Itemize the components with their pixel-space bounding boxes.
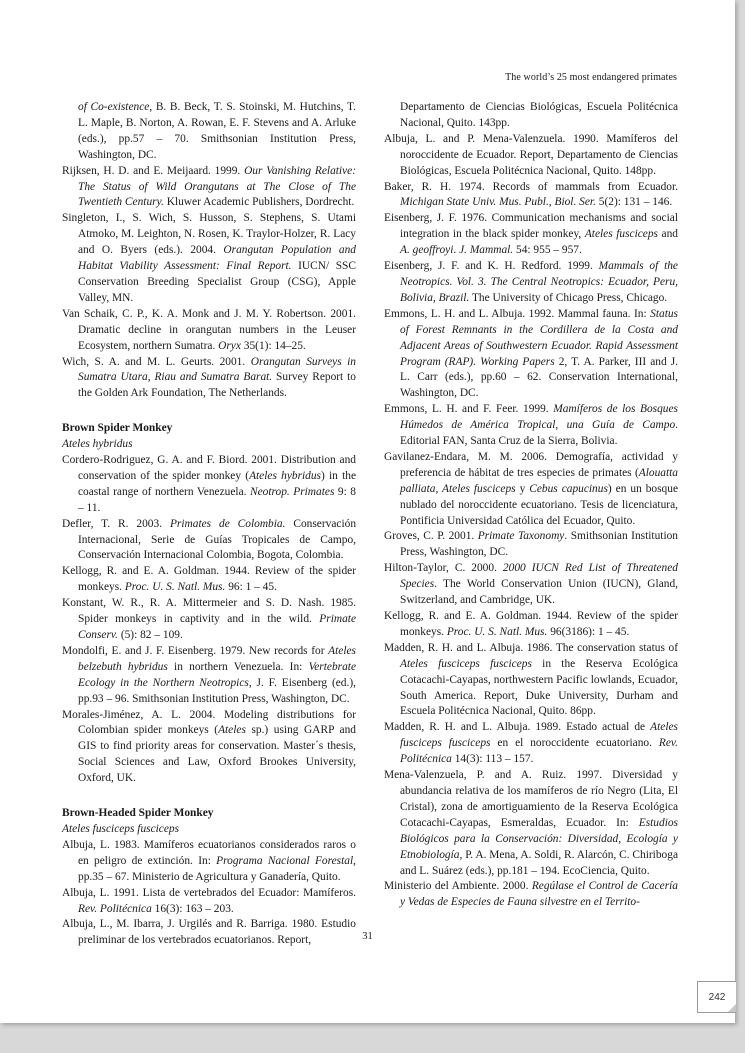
text-run: The University of Chicago Press, Chicago. (469, 291, 668, 304)
italic-text: Ateles hybridus (249, 469, 321, 482)
text-run: 54: 955 – 957. (513, 244, 582, 257)
reference-entry (62, 100, 356, 164)
reference-entry (384, 609, 678, 641)
italic-text: Proc. U. S. Natl. Mus. (446, 625, 548, 638)
text-run: Rijksen, H. D. and E. Meijaard. 1999. (62, 164, 245, 177)
text-run: 96(3186): 1 – 45. (547, 625, 630, 638)
text-run: sp.) using GARP and GIS to find priority areas for conservation. Master´s thesis, Social Sciences and Law, Oxford Brookes University, Oxford, UK. (78, 724, 356, 785)
text-run: Albuja, L. and P. Mena-Valenzuela. 1990. Mamíferos del noroccidente de Ecuador. Report, Departamento de Ciencias Biológicas, Escuela Politécnica Nacional, Quito. 148pp. (384, 132, 678, 177)
italic-text: Cebus capucinus (529, 482, 608, 495)
italic-text: Rev. Politécnica (78, 902, 152, 915)
text-run: Mena-Valenzuela, P. and A. Ruiz. 1997. Diversidad y abundancia relativa de los mamíferos de río Negro (Lita, El Cristal), zona de amortiguamiento de la Reserva Ecológica Cotacachi-Cayapas, Esmeraldas, Ecuador. In: (384, 769, 678, 829)
text-run: Madden, R. H. and L. Albuja. 1986. The conservation status of (384, 641, 678, 654)
text-run: y (515, 482, 530, 495)
section-title: Brown-Headed Spider Monkey (62, 807, 214, 820)
text-run: Eisenberg, J. F. and K. H. Redford. 1999. (384, 260, 599, 273)
text-run: Singleton, I., S. Wich, S. Husson, S. Stephens, S. Utami Atmoko, M. Leighton, N. Rosen, K. Traylor-Holzer, R. Lacy and O. Byers (eds.). 2004. (62, 212, 356, 257)
text-run: Kellogg, R. and E. A. Goldman. 1944. Review of the spider monkeys. (384, 610, 678, 638)
text-run: , pp.35 – 67. Ministerio de Agricultura y Ganadería, Quito. (78, 854, 356, 883)
italic-text: Mammals of the Neotropics. Vol. 3. The Central Neotropics: Ecuador, Peru, Bolivia, Brazil. (400, 260, 678, 304)
text-run: , P. A. Mena, A. Soldi, R. Alarcón, C. Chiriboga and L. Suárez (eds.), pp.181 – 194. EcoCiencia, Quito. (400, 848, 678, 877)
text-run: Cordero-Rodriguez, G. A. and F. Biord. 2001. Distribution and conservation of the spider monkey ( (62, 454, 356, 482)
reference-entry (62, 838, 356, 886)
text-run: Albuja, L. 1991. Lista de vertebrados del Ecuador: Mamíferos. (62, 886, 356, 899)
reference-entry (384, 180, 678, 212)
text-run: 14(3): 113 – 157. (451, 753, 534, 766)
italic-text: Orangutan Surveys in Sumatra Utara, Riau and Sumatra Barat. (78, 355, 356, 384)
reference-entry (62, 307, 356, 355)
italic-text: Proc. U. S. Natl. Mus. (124, 581, 226, 594)
italic-text: Regúlase el Control de Cacería y Vedas de Especies de Fauna silvestre en el Territo- (400, 880, 678, 909)
reference-entry (384, 879, 678, 911)
italic-text: Ateles fusciceps fusciceps (400, 657, 532, 670)
reference-entry (384, 259, 678, 307)
text-run: Ministerio del Ambiente. 2000. (384, 880, 532, 893)
text-run: Morales-Jiménez, A. L. 2004. Modeling distributions for Colombian spider monkeys ( (62, 708, 356, 737)
reference-entry (62, 164, 356, 212)
reference-entry (62, 564, 356, 596)
text-run: . Editorial FAN, Santa Cruz de la Sierra, Bolivia. (400, 419, 678, 448)
italic-text: Alouatta palliata, Ateles fusciceps (400, 466, 678, 495)
text-run: . (453, 244, 460, 257)
reference-entry (384, 211, 678, 259)
text-run: ) in the coastal range of northern Venezuela. (78, 469, 357, 498)
italic-text: Michigan State Univ. Mus. Publ., Biol. Ser. (400, 196, 596, 209)
text-run: 2, T. A. Parker, III and J. L. Carr (eds.), pp.60 – 62. Conservation International, Washington, DC. (400, 355, 678, 400)
reference-entry (62, 708, 356, 788)
text-run: Wich, S. A. and M. L. Geurts. 2001. (62, 355, 251, 368)
text-run: Albuja, L., M. Ibarra, J. Urgilés and R. Barriga. 1980. Estudio preliminar de los vertebrados ecuatorianos. Report, (62, 918, 356, 947)
italic-text: A. geoffroyi (400, 244, 454, 257)
italic-text: Oryx (218, 339, 241, 352)
text-run: 35(1): 14–25. (240, 339, 306, 352)
italic-text: Mamíferos de los Bosques Húmedos de América Tropical, una Guía de Campo (400, 403, 678, 432)
reference-list (62, 100, 356, 402)
text-run: Defler, T. R. 2003. (62, 517, 170, 530)
text-run: . The World Conservation Union (IUCN), Gland, Switzerland, and Cambridge, UK. (400, 578, 678, 607)
reference-entry (384, 132, 678, 180)
text-run: Madden, R. H. and L. Albuja. 1989. Estado actual de (384, 721, 651, 734)
italic-text: Status of Forest Remnants in the Cordillera de la Costa and Adjacent Areas of Southwestern Ecuador. Rapid Assessment Program (RAP). Working Papers (400, 307, 678, 368)
italic-text: Orangutan Population and Habitat Viability Assessment: Final Report. (78, 244, 356, 273)
reference-entry (384, 402, 678, 450)
reference-continuation (384, 100, 678, 132)
text-run: Conservación Internacional, Serie de Guías Tropicales de Campo, Conservación Internacional Colombia, Bogota, Colombia. (78, 517, 357, 562)
text-run: in the Reserva Ecológica Cotacachi-Cayapas, northwestern Pacific lowlands, Ecuador, South America. Report, Duke University, Durham and Escuela Politécnica Nacional, Quito. 86pp. (400, 657, 678, 718)
reference-entry (62, 453, 356, 517)
right-column (384, 100, 678, 911)
text-run: (5): 82 – 109. (117, 629, 183, 641)
italic-text: Primates de Colombia. (169, 517, 286, 530)
text-run: . Smithsonian Institution Press, Washington, DC. (400, 530, 678, 559)
text-run: Departamento de Ciencias Biológicas, Escuela Politécnica Nacional, Quito. 143pp. (400, 101, 678, 129)
page-number: 31 (362, 931, 373, 942)
reference-list (384, 132, 678, 911)
italic-text: Ateles (218, 724, 246, 737)
text-run: Survey Report to the Golden Ark Foundation, The Netherlands. (78, 371, 356, 400)
italic-text: J. Mammal. (459, 244, 514, 257)
text-run: Gavilanez-Endara, M. M. 2006. Demografía, actividad y preferencia de hábitat de tres especies de primates ( (384, 450, 678, 479)
reference-entry (384, 529, 678, 561)
reference-entry (62, 596, 356, 644)
text-run: and (657, 228, 678, 241)
text-run: Eisenberg, J. F. 1976. Communication mechanisms and social integration in the black spider monkey, (384, 212, 678, 241)
text-run: Kluwer Academic Publishers, Dordrecht. (163, 196, 355, 209)
page-badge: 242 (697, 981, 736, 1013)
text-run: Mondolfi, E. and J. F. Eisenberg. 1979. New records for (62, 644, 329, 657)
italic-text: Estudios Biológicos para la Conservación: Diversidad, Ecología y Etnobiología (400, 816, 678, 861)
text-run: Kellogg, R. and E. A. Goldman. 1944. Review of the spider monkeys. (62, 565, 356, 594)
italic-text: Rev. Politécnica (400, 737, 678, 766)
italic-text: Vertebrate Ecology in the Northern Neotropics (78, 660, 357, 689)
text-run: Hilton-Taylor, C. 2000. (384, 562, 503, 575)
section-species: Ateles fusciceps fusciceps (62, 822, 180, 835)
italic-text: Ateles belzebuth hybridus (78, 644, 356, 673)
text-run: Albuja, L. 1983. Mamíferos ecuatorianos considerados raros o en peligro de extinción. In: (62, 838, 356, 867)
text-run: 9: 8 – 11. (78, 485, 356, 514)
italic-text: Ateles fusciceps (584, 228, 658, 241)
text-run: Emmons, L. H. and L. Albuja. 1992. Mammal fauna. In: (384, 307, 651, 320)
reference-entry (384, 641, 678, 721)
reference-entry (62, 517, 356, 565)
reference-entry (62, 886, 356, 918)
reference-entry (384, 450, 678, 530)
text-run: Baker, R. H. 1974. Records of mammals from Ecuador. (384, 180, 678, 193)
left-column (62, 100, 356, 949)
reference-entry (384, 768, 678, 879)
text-run: IUCN/ SSC Conservation Breeding Specialist Group (CSG), Apple Valley, MN. (78, 260, 356, 304)
text-run: Van Schaik, C. P., K. A. Monk and J. M. Y. Robertson. 2001. Dramatic decline in orangutan numbers in the Leuser Ecosystem, northern Sumatra. (62, 307, 356, 352)
italic-text: Primate Conserv. (78, 613, 356, 641)
italic-text: 2000 IUCN Red List of Threatened Species (400, 562, 679, 591)
italic-text: Ateles fusciceps fusciceps (400, 721, 678, 750)
text-run: Groves, C. P. 2001. (384, 530, 478, 543)
italic-text: Primate Taxonomy (477, 530, 565, 543)
text-run: ) en un bosque nublado del noroccidente ecuatoriano. Tesis de licenciatura, Pontificia Universidad Católica del Ecuador, Quito. (400, 482, 679, 527)
text-run: , J. F. Eisenberg (ed.), pp.93 – 96. Smithsonian Institution Press, Washington, DC. (78, 676, 356, 705)
reference-entry (384, 307, 678, 402)
text-run: Emmons, L. H. and F. Feer. 1999. (384, 403, 554, 416)
reference-list (62, 453, 356, 787)
reference-entry (62, 355, 356, 403)
reference-entry (62, 211, 356, 306)
text-run: 96: 1 – 45. (225, 581, 277, 594)
text-run: in northern Venezuela. In: (167, 660, 309, 673)
text-run: 5(2): 131 – 146. (595, 196, 673, 209)
section-species: Ateles hybridus (62, 438, 133, 451)
text-run: Konstant, W. R., R. A. Mittermeier and S. D. Nash. 1985. Spider monkeys in captivity and in the wild. (62, 597, 356, 626)
section-title: Brown Spider Monkey (62, 422, 173, 435)
italic-text: Neotrop. Primates (249, 485, 335, 498)
reference-entry (62, 644, 356, 708)
italic-text: Our Vanishing Relative: The Status of Wild Orangutans at The Close of The Twentieth Century. (78, 164, 357, 209)
text-run: , B. B. Beck, T. S. Stoinski, M. Hutchins, T. L. Maple, B. Norton, A. Rowan, E. F. Stevens and A. Arluke (eds.), pp.57 – 70. Smithsonian Institution Press, Washington, DC. (78, 101, 357, 161)
reference-entry (384, 561, 678, 609)
running-header: The world’s 25 most endangered primates (505, 72, 677, 83)
reference-entry (384, 720, 678, 768)
text-run: en el noroccidente ecuatoriano. (490, 737, 659, 750)
text-run: 16(3): 163 – 203. (151, 902, 234, 915)
italic-text: Programa Nacional Forestal (216, 854, 354, 867)
italic-text: of Co-existence (78, 101, 150, 113)
